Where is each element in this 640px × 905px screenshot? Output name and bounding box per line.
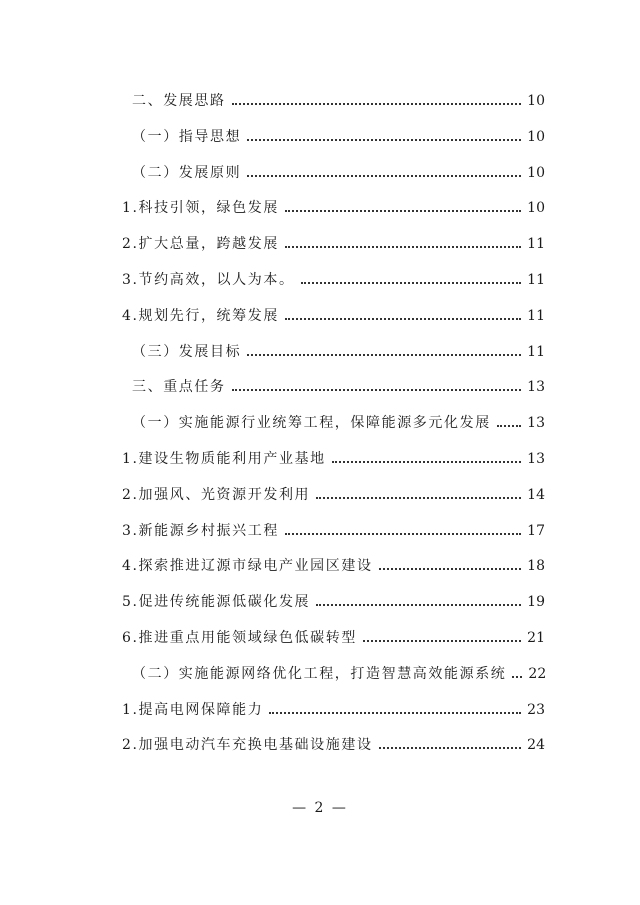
toc-entry-page-number: 11	[527, 236, 545, 253]
toc-dot-leader	[316, 497, 521, 499]
toc-dot-leader	[363, 640, 521, 642]
toc-entry[interactable]	[122, 551, 545, 575]
toc-entry[interactable]	[132, 122, 545, 146]
toc-dot-leader	[285, 246, 521, 248]
toc-dot-leader	[285, 533, 521, 535]
toc-dot-leader	[379, 568, 522, 570]
toc-entry[interactable]	[122, 623, 545, 647]
toc-dot-leader	[316, 604, 521, 606]
toc-entry-page-number: 10	[527, 93, 545, 109]
toc-entry-page-number: 10	[527, 128, 545, 145]
toc-entry-page-number: 21	[527, 630, 545, 646]
toc-entry-page-number: 10	[527, 164, 545, 181]
toc-entry-title: 2.加强风、光资源开发利用	[122, 486, 311, 503]
toc-dot-leader	[247, 354, 521, 356]
toc-entry[interactable]	[122, 193, 545, 217]
toc-entry[interactable]	[132, 158, 545, 182]
toc-entry-title: （一）指导思想	[132, 128, 242, 145]
toc-dot-leader	[232, 389, 522, 391]
toc-dot-leader	[379, 747, 522, 749]
toc-entry[interactable]	[122, 301, 545, 325]
toc-dot-leader	[285, 210, 521, 212]
toc-entry[interactable]	[132, 408, 545, 432]
toc-entry-title: 6.推进重点用能领域绿色低碳转型	[122, 630, 357, 646]
toc-entry[interactable]	[122, 695, 545, 719]
toc-entry-page-number: 11	[527, 307, 545, 324]
toc-entry-page-number: 23	[527, 701, 545, 718]
toc-entry-title: 4.探索推进辽源市绿电产业园区建设	[122, 558, 373, 575]
toc-entry[interactable]	[132, 337, 545, 361]
toc-entry[interactable]	[122, 587, 545, 611]
toc-entry-title: 3.新能源乡村振兴工程	[122, 522, 279, 539]
toc-entry[interactable]	[122, 265, 545, 289]
toc-entry-page-number: 13	[527, 379, 545, 396]
toc-entry-title: 3.节约高效，以人为本。	[122, 272, 295, 288]
toc-entry[interactable]	[122, 444, 545, 468]
toc-entry-title: 4.规划先行，统筹发展	[122, 307, 279, 324]
toc-entry[interactable]	[132, 86, 545, 110]
toc-entry-page-number: 11	[527, 272, 545, 288]
toc-dot-leader	[285, 318, 521, 320]
toc-dot-leader	[497, 425, 521, 427]
toc-entry-title: 二、发展思路	[132, 93, 226, 109]
toc-entry[interactable]	[122, 516, 545, 540]
toc-dot-leader	[332, 461, 521, 463]
toc-entry-title: 2.扩大总量，跨越发展	[122, 236, 279, 253]
toc-entry-title: 2.加强电动汽车充换电基础设施建设	[122, 737, 373, 754]
toc-entry-page-number: 17	[527, 522, 545, 539]
toc-dot-leader	[232, 103, 522, 105]
toc-entry-page-number: 10	[527, 200, 545, 217]
toc-dot-leader	[269, 712, 521, 714]
toc-entry-page-number: 14	[527, 486, 545, 503]
toc-entry-title: 三、重点任务	[132, 379, 226, 396]
toc-entry-title: 1.建设生物质能利用产业基地	[122, 451, 326, 467]
toc-dot-leader	[301, 282, 522, 284]
toc-entry-page-number: 13	[527, 451, 545, 467]
toc-entry-page-number: 22	[528, 665, 547, 682]
toc-entry[interactable]	[132, 372, 545, 396]
toc-entry-page-number: 13	[527, 415, 545, 432]
toc-entry[interactable]	[122, 730, 545, 754]
toc-entry-title: （一）实施能源行业统筹工程，保障能源多元化发展	[132, 415, 491, 432]
toc-entry-page-number: 18	[527, 558, 545, 575]
toc-entry-title: 1.科技引领，绿色发展	[122, 200, 279, 217]
toc-entry-title: 5.促进传统能源低碳化发展	[122, 594, 311, 611]
toc-entry-title: （二）发展原则	[132, 164, 242, 181]
toc-entry-page-number: 24	[527, 737, 545, 754]
toc-dot-leader	[247, 175, 521, 177]
toc-entry[interactable]	[122, 229, 545, 253]
toc-dot-leader	[247, 139, 521, 141]
toc-entry-page-number: 11	[527, 343, 545, 360]
page-footer-number: — 2 —	[292, 800, 348, 816]
toc-entry-title: （二）实施能源网络优化工程，打造智慧高效能源系统	[132, 665, 507, 682]
toc-entry-title: 1.提高电网保障能力	[122, 701, 264, 718]
toc-entry-title: （三）发展目标	[132, 343, 242, 360]
toc-entry[interactable]	[132, 659, 545, 683]
toc-dot-leader	[512, 676, 522, 678]
toc-entry[interactable]	[122, 480, 545, 504]
toc-entry-page-number: 19	[527, 594, 545, 611]
